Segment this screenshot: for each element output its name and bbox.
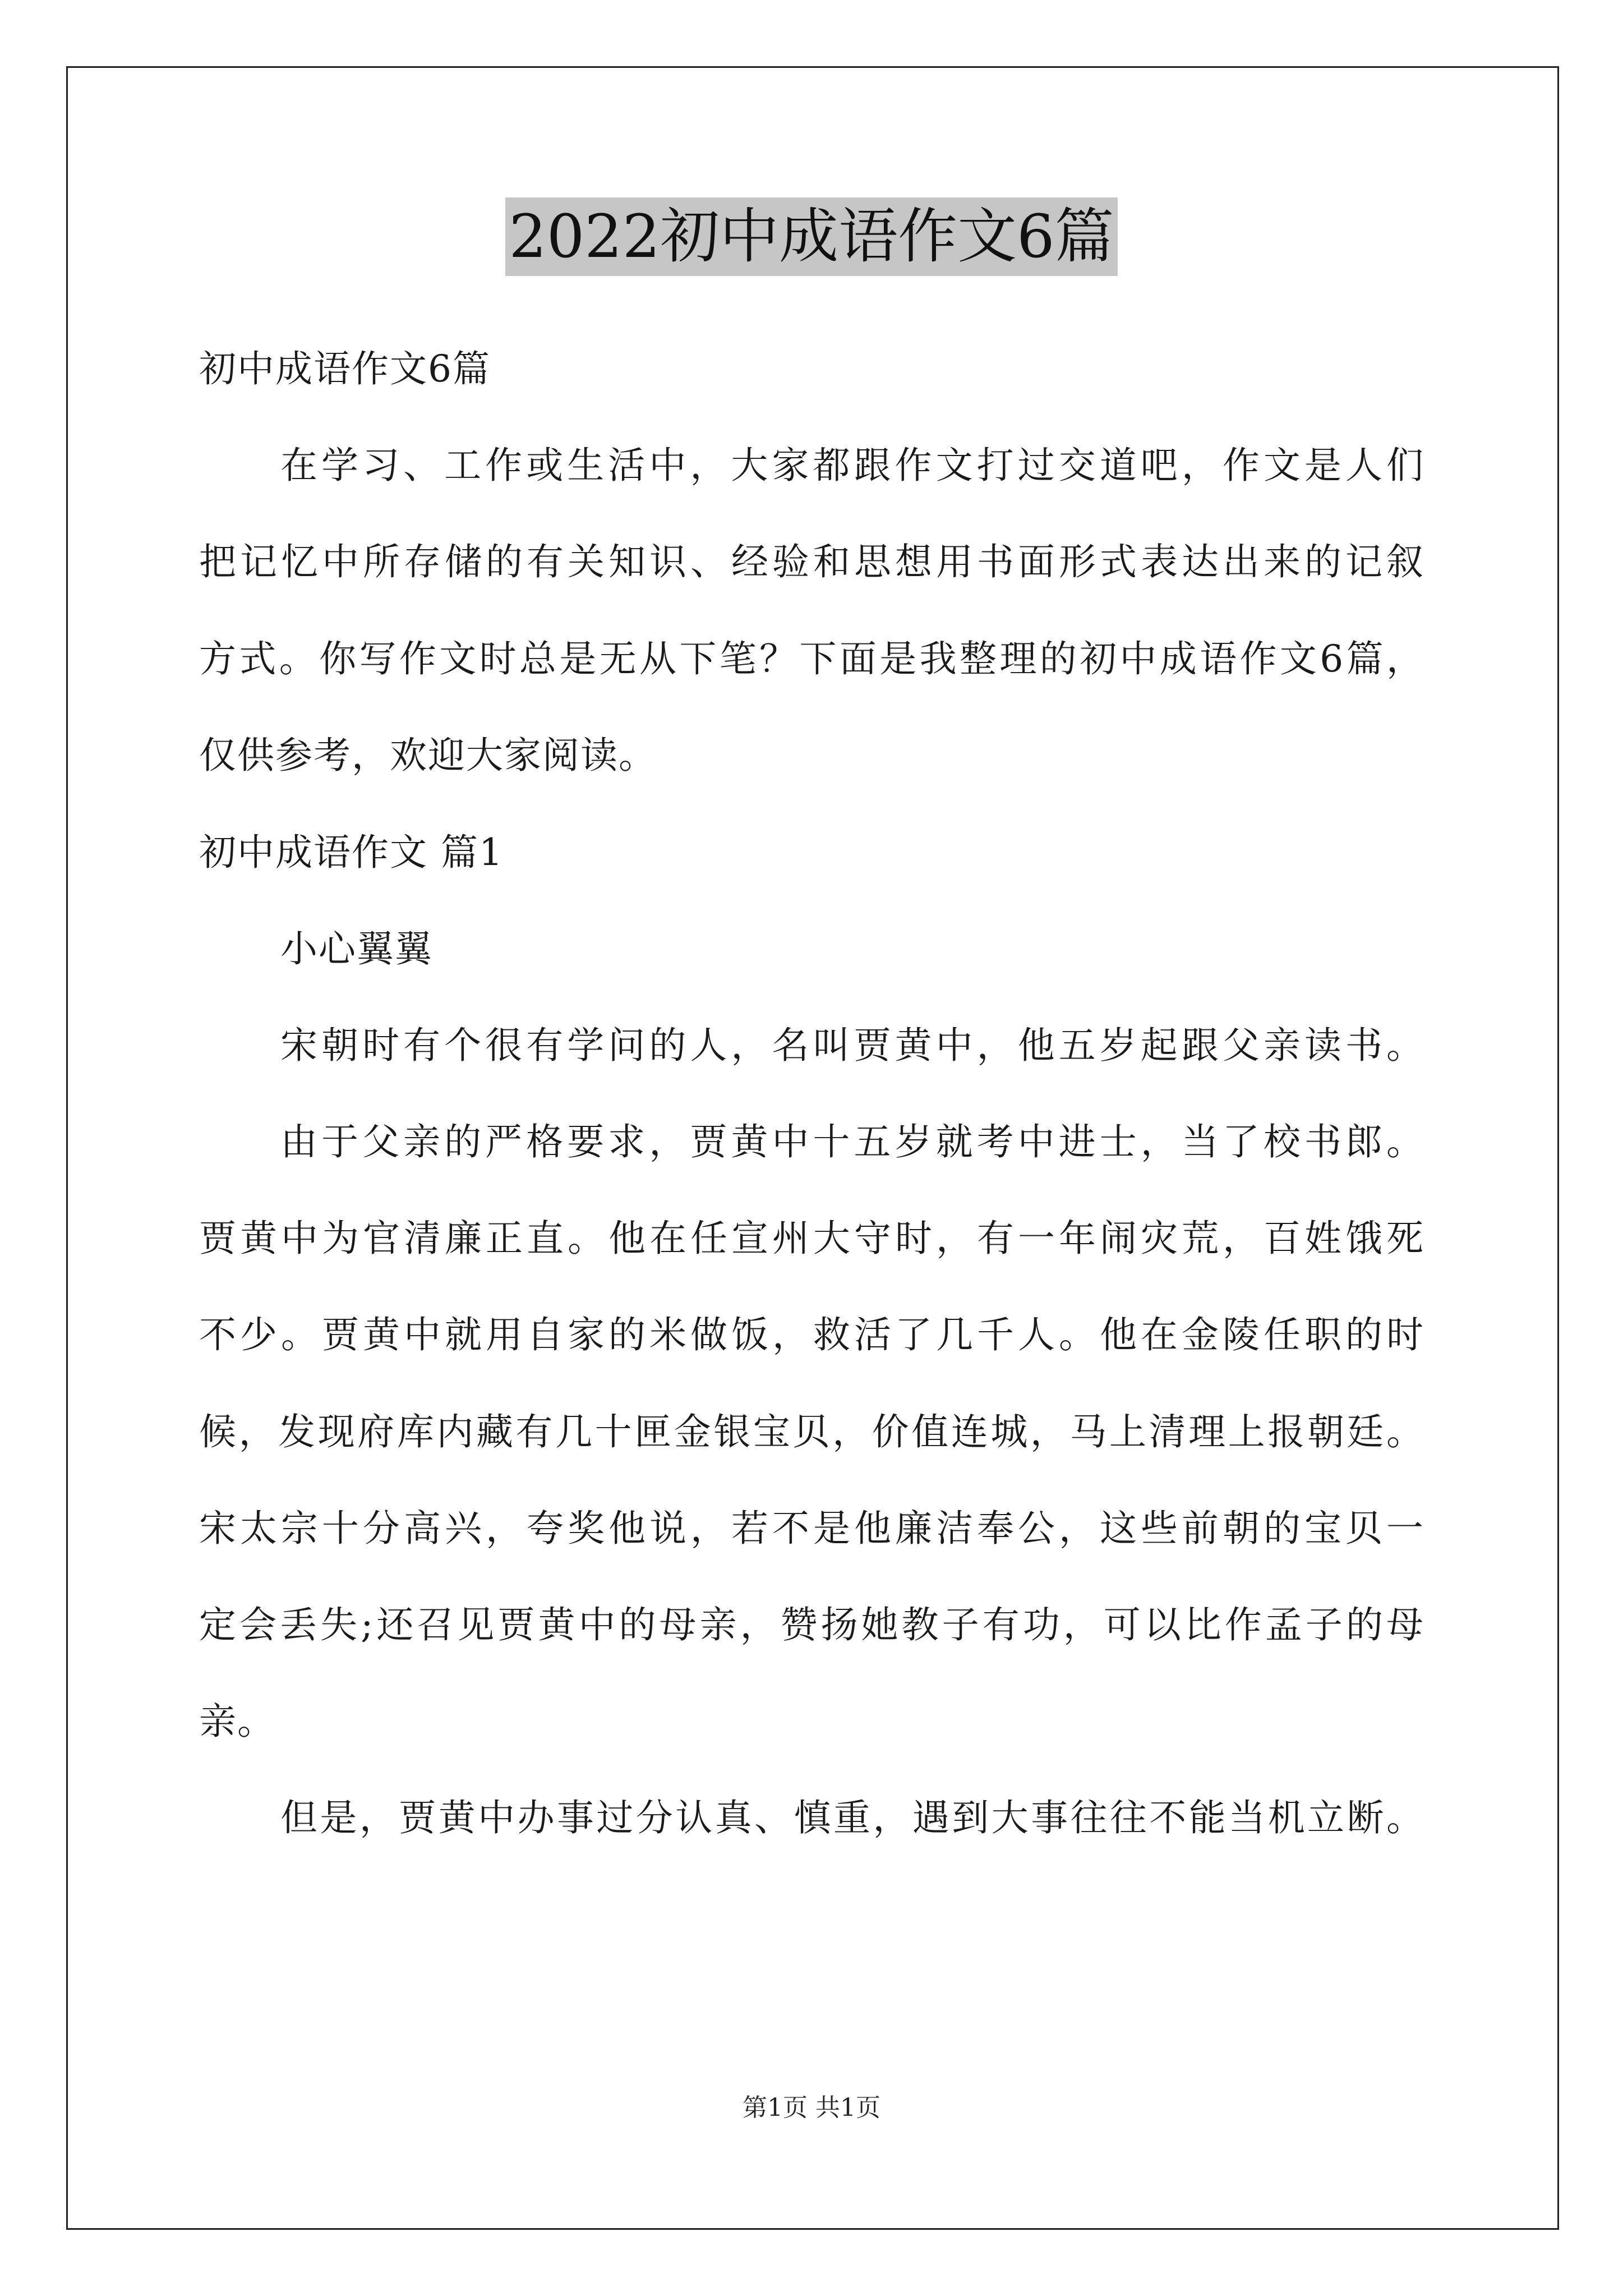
page-number-footer: 第1页 共1页 bbox=[743, 2093, 880, 2122]
paragraph-line: 候，发现府库内藏有几十匣金银宝贝，价值连城，马上清理上报朝廷。 bbox=[199, 1410, 1424, 1453]
title-container bbox=[0, 197, 1623, 276]
subtitle-line: 初中成语作文6篇 bbox=[199, 347, 491, 390]
intro-line-3: 方式。你写作文时总是无从下笔？下面是我整理的初中成语作文6篇， bbox=[199, 637, 1424, 680]
paragraph-line: 贾黄中为官清廉正直。他在任宣州大守时，有一年闹灾荒，百姓饿死 bbox=[199, 1217, 1424, 1260]
section-heading: 初中成语作文 篇1 bbox=[199, 831, 504, 874]
paragraph-line: 宋太宗十分高兴，夸奖他说，若不是他廉洁奉公，这些前朝的宝贝一 bbox=[199, 1507, 1424, 1550]
paragraph-line: 宋朝时有个很有学问的人，名叫贾黄中，他五岁起跟父亲读书。 bbox=[280, 1024, 1424, 1067]
paragraph-line: 但是，贾黄中办事过分认真、慎重，遇到大事往往不能当机立断。 bbox=[280, 1796, 1424, 1839]
paragraph-line: 不少。贾黄中就用自家的米做饭，救活了几千人。他在金陵任职的时 bbox=[199, 1313, 1424, 1356]
essay-title: 小心翼翼 bbox=[280, 927, 433, 970]
paragraph-line: 亲。 bbox=[199, 1700, 275, 1743]
paragraph-line: 定会丢失;还召见贾黄中的母亲，赞扬她教子有功，可以比作孟子的母 bbox=[199, 1603, 1424, 1646]
intro-line-4: 仅供参考，欢迎大家阅读。 bbox=[199, 734, 657, 777]
intro-line-2: 把记忆中所存储的有关知识、经验和思想用书面形式表达出来的记叙 bbox=[199, 540, 1424, 583]
document-title: 2022初中成语作文6篇 bbox=[505, 197, 1117, 276]
intro-line-1: 在学习、工作或生活中，大家都跟作文打过交道吧，作文是人们 bbox=[280, 444, 1424, 487]
paragraph-line: 由于父亲的严格要求，贾黄中十五岁就考中进士，当了校书郎。 bbox=[280, 1120, 1424, 1163]
